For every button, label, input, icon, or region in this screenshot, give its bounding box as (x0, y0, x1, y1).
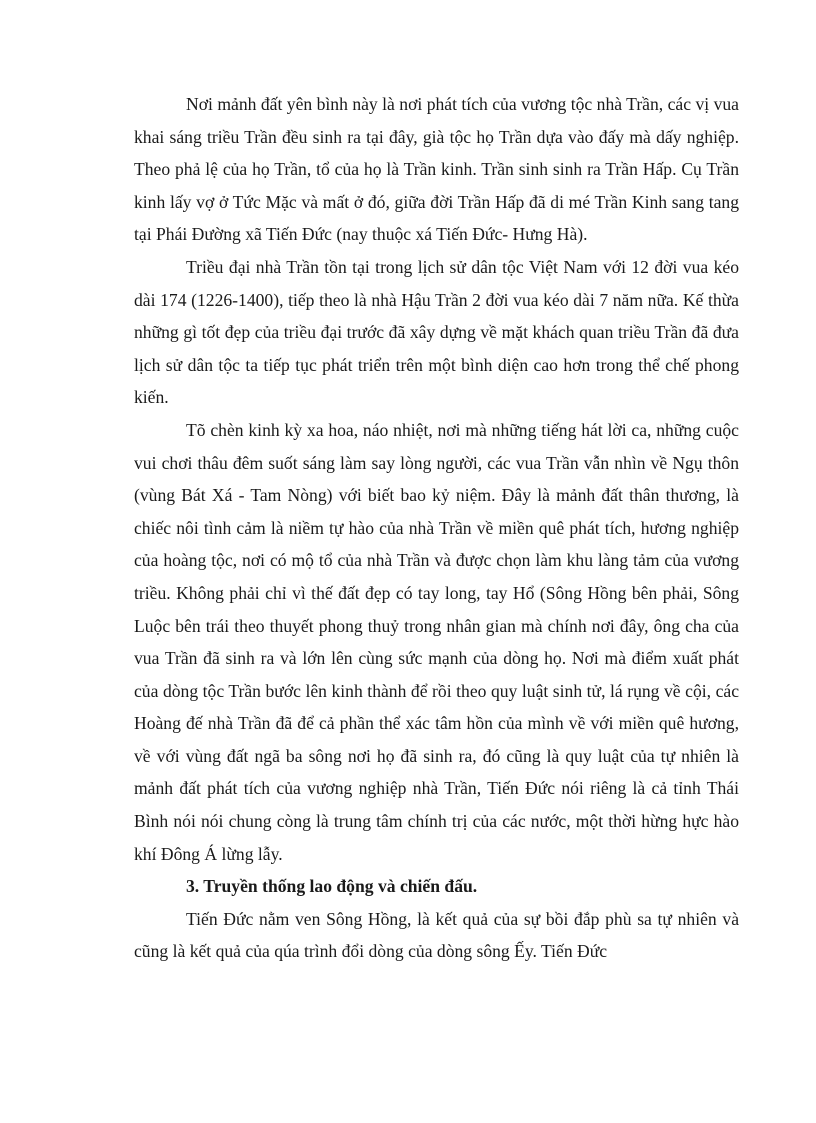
paragraph-homeland: Tõ chèn kinh kỳ xa hoa, náo nhiệt, nơi mà những tiếng hát lời ca, những cuộc vui chơi thâu đêm suốt sáng làm say lòng người, các vua Trần vẫn nhìn về Ngụ thôn (vùng Bát Xá - Tam Nòng) với biết bao kỷ niệm. Đây là mảnh đất thân thương, là chiếc nôi tình cảm là niềm tự hào của nhà Trần về miền quê phát tích, hương nghiệp của hoàng tộc, nơi có mộ tổ của nhà Trần và được chọn làm khu làng tảm của vương triều. Không phải chỉ vì thế đất đẹp có tay long, tay Hổ (Sông Hồng bên phải, Sông Luộc bên trái theo thuyết phong thuỷ trong nhân gian mà chính nơi đây, ông cha của vua Trần đã sinh ra và lớn lên cùng sức mạnh của dòng họ. Nơi mà điểm xuất phát của dòng tộc Trần bước lên kinh thành để rồi theo quy luật sinh tử, lá rụng về cội, các Hoàng đế nhà Trần đã để cả phần thể xác tâm hồn của mình về với miền quê hương, về với vùng đất ngã ba sông nơi họ đã sinh ra, đó cũng là quy luật của tự nhiên là mảnh đất phát tích của vương nghiệp nhà Trần, Tiến Đức nói riêng là cả tỉnh Thái Bình nói nói chung còng là trung tâm chính trị của các nước, một thời hừng hực hào khí Đông Á lừng lẫy. (134, 419, 739, 864)
paragraph-tien-duc: Tiến Đức nằm ven Sông Hồng, là kết quả của sự bồi đắp phù sa tự nhiên và cũng là kết quả của qúa trình đổi dòng của dòng sông Ếy. Tiến Đức (134, 908, 739, 962)
paragraph-dynasty: Triều đại nhà Trần tồn tại trong lịch sử dân tộc Việt Nam với 12 đời vua kéo dài 174 (1226-1400), tiếp theo là nhà Hậu Trần 2 đời vua kéo dài 7 năm nữa. Kế thừa những gì tốt đẹp của triều đại trước đã xây dựng về mặt khách quan triều Trần đã đưa lịch sử dân tộc ta tiếp tục phát triển trên một bình diện cao hơn trong thể chế phong kiến. (134, 256, 739, 408)
page-content (134, 88, 739, 968)
section-heading: 3. Truyền thống lao động và chiến đấu. (186, 876, 478, 897)
paragraph-origin: Nơi mảnh đất yên bình này là nơi phát tích của vương tộc nhà Trần, các vị vua khai sáng triều Trần đều sinh ra tại đây, già tộc họ Trần dựa vào đấy mà dấy nghiệp. Theo phả lệ của họ Trần, tổ của họ là Trần kinh. Trần sinh sinh ra Trần Hấp. Cụ Trần kinh lấy vợ ở Tức Mặc và mất ở đó, giữa đời Trần Hấp đã di mé Trần Kinh sang tang tại Phái Đường xã Tiến Đức (nay thuộc xá Tiến Đức- Hưng Hà). (134, 94, 739, 245)
